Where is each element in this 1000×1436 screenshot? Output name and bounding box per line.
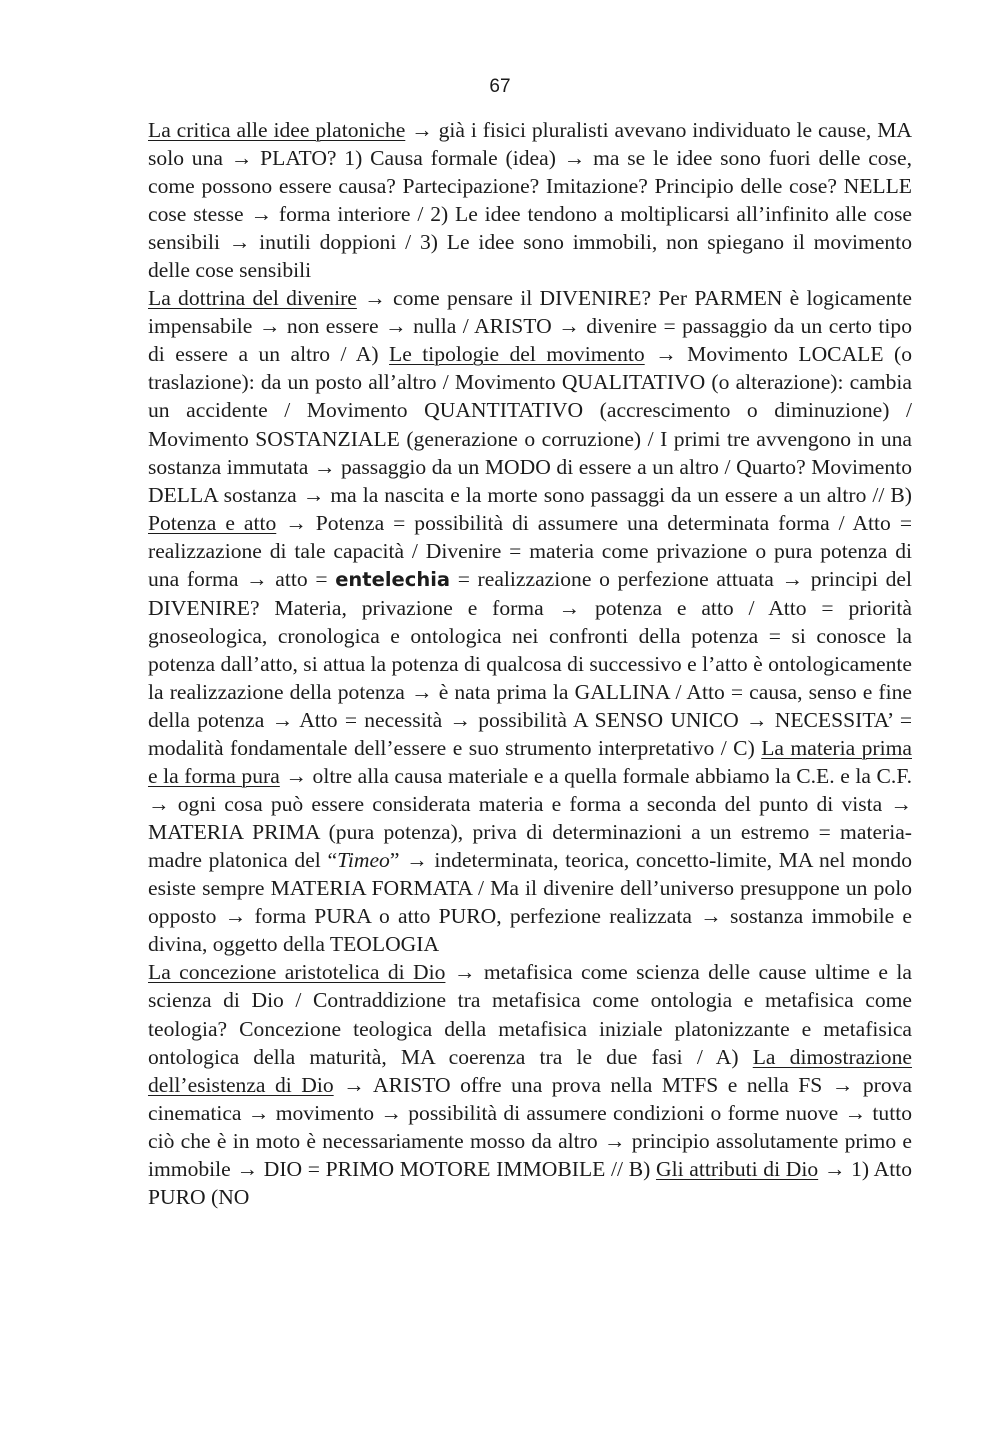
italic-title-timeo: Timeo xyxy=(337,848,390,873)
heading-critica-idee-platoniche: La critica alle idee platoniche xyxy=(148,118,406,142)
subheading-materia-prima-forma-pura: La materia prima e la forma pura xyxy=(148,736,912,789)
text-segment: → Potenza = possibilità di assumere una determinata forma / Atto = realizzazione di tale capacità / Divenire = materia come privazione o pura potenza di una forma → atto = xyxy=(148,510,912,591)
subheading-dimostrazione-esistenza-dio: La dimostrazione dell’esistenza di Dio xyxy=(148,1044,912,1097)
text-segment: → oltre alla causa materiale e a quella formale abbiamo la C.E. e la C.F. → ogni cosa può essere considerata materia e forma a seconda del punto di vista → MATERIA PRIMA (pura potenza), priva di determinazioni a un estremo = materia-madre platonica del “ xyxy=(148,764,912,873)
page-body xyxy=(148,116,912,1211)
subheading-potenza-atto: Potenza e atto xyxy=(148,510,277,535)
text-segment: → metafisica come scienza delle cause ultime e la scienza di Dio / Contraddizione tra metafisica come ontologia e metafisica come teologia? Concezione teologica della metafisica iniziale platonizzante e metafisica ontologica della maturità, MA coerenza tra le due fasi / A) xyxy=(148,960,913,1069)
paragraph-concezione-dio xyxy=(148,958,912,1210)
text-segment: → già i fisici pluralisti avevano individuato le cause, MA solo una → PLATO? 1) Causa formale (idea) → ma se le idee sono fuori delle cose, come possono essere causa? Partecipazione? Imitazione? Principio delle cose? NELLE cose stesse → forma interiore / 2) Le idee tendono a moltiplicarsi all’infinito alle cose sensibili → inutili doppioni / 3) Le idee sono immobili, non spiegano il movimento delle cose sensibili xyxy=(148,118,912,283)
subheading-tipologie-movimento: Le tipologie del movimento xyxy=(389,342,645,367)
bold-term-entelechia: entelechia xyxy=(335,567,451,591)
text-segment: = realizzazione o perfezione attuata → principi del DIVENIRE? Materia, privazione e forma → potenza e atto / Atto = priorità gnoseologica, cronologica e ontologica nei confronti della potenza = si conosce la potenza dall’atto, si attua la potenza di qualcosa di successivo e l’atto è ontologicamente la realizzazione della potenza → è nata prima la GALLINA / Atto = causa, senso e fine della potenza → Atto = necessità → possibilità A SENSO UNICO → NECESSITA’ = modalità fondamentale dell’essere e suo strumento interpretativo / C) xyxy=(148,566,912,761)
subheading-attributi-dio: Gli attributi di Dio xyxy=(655,1156,819,1181)
page-number: 67 xyxy=(489,76,511,97)
text-segment: → 1) Atto PURO (NO xyxy=(148,1156,912,1209)
text-segment: → come pensare il DIVENIRE? Per PARMEN è logicamente impensabile → non essere → nulla / ARISTO → divenire = passaggio da un certo tipo di essere a un altro / A) xyxy=(148,286,912,367)
text-segment: → ARISTO offre una prova nella MTFS e nella FS → prova cinematica → movimento → possibilità di assumere condizioni o forme nuove → tutto ciò che è in moto è necessariamente mosso da altro → principio assolutamente primo e immobile → DIO = PRIMO MOTORE IMMOBILE // B) xyxy=(148,1072,912,1181)
paragraph-dottrina-divenire xyxy=(148,284,912,958)
heading-dottrina-divenire: La dottrina del divenire xyxy=(148,286,357,311)
text-segment: ” → indeterminata, teorica, concetto-limite, MA nel mondo esiste sempre MATERIA FORMATA / Ma il divenire dell’universo presuppone un polo opposto → forma PURA o atto PURO, perfezione realizzata → sostanza immobile e divina, oggetto della TEOLOGIA xyxy=(148,848,913,957)
paragraph-critica-idee xyxy=(148,116,912,284)
text-segment: → Movimento LOCALE (o traslazione): da un posto all’altro / Movimento QUALITATIVO (o alterazione): cambia un accidente / Movimento QUANTITATIVO (accrescimento o diminuzione) / Movimento SOSTANZIALE (generazione o corruzione) / I primi tre avvengono in una sostanza immutata → passaggio da un MODO di essere a un altro / Quarto? Movimento DELLA sostanza → ma la nascita e la morte sono passaggi da un essere a un altro // B) xyxy=(148,342,912,507)
heading-concezione-aristotelica-dio: La concezione aristotelica di Dio xyxy=(148,960,446,985)
